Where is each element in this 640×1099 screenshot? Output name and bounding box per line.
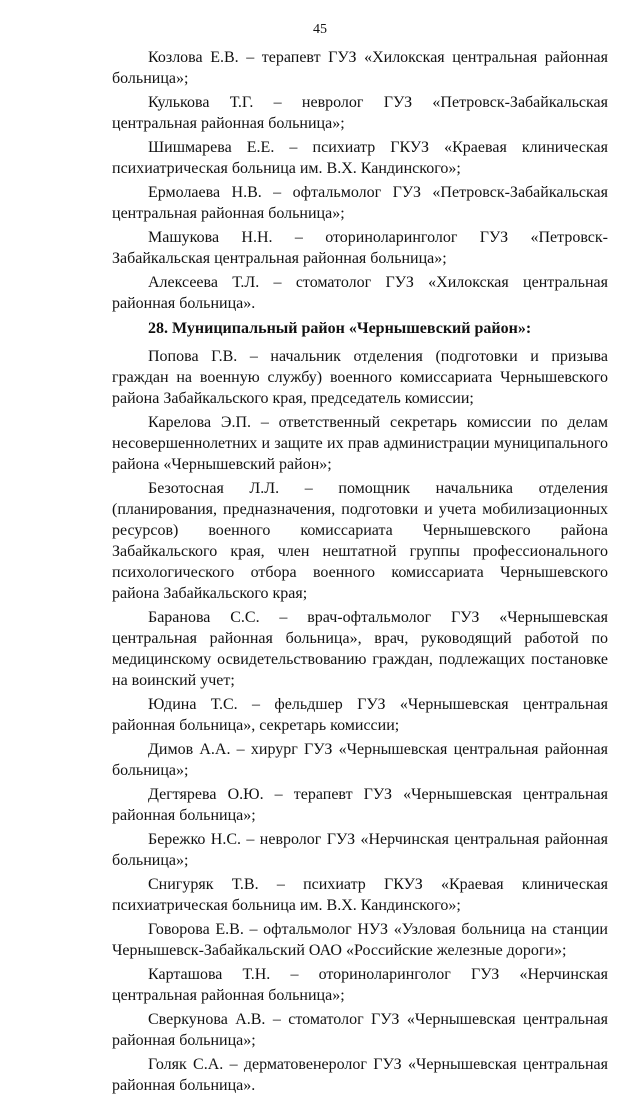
- list-item: Бережко Н.С. – невролог ГУЗ «Нерчинская центральная районная больница»;: [112, 831, 608, 869]
- list-item: Говорова Е.В. – офтальмолог НУЗ «Узловая больница на станции Чернышевск-Забайкальский ОАО «Российские железные дороги»;: [112, 921, 608, 959]
- page-body: [112, 47, 608, 1099]
- list-item: Баранова С.С. – врач-офтальмолог ГУЗ «Чернышевская центральная районная больница», врач, руководящий работой по медицинскому освидетельствованию граждан, подлежащих постановке на воинский учет;: [112, 609, 608, 689]
- list-item: Кулькова Т.Г. – невролог ГУЗ «Петровск-Забайкальская центральная районная больница»;: [112, 94, 608, 132]
- list-item: Козлова Е.В. – терапевт ГУЗ «Хилокская центральная районная больница»;: [112, 49, 608, 87]
- list-item: Голяк С.А. – дерматовенеролог ГУЗ «Чернышевская центральная районная больница».: [112, 1056, 608, 1094]
- list-item: Сверкунова А.В. – стоматолог ГУЗ «Чернышевская центральная районная больница»;: [112, 1011, 608, 1049]
- list-item: Дегтярева О.Ю. – терапевт ГУЗ «Чернышевская центральная районная больница»;: [112, 786, 608, 824]
- list-item: Попова Г.В. – начальник отделения (подготовки и призыва граждан на военную службу) военного комиссариата Чернышевского района Забайкальского края, председатель комиссии;: [112, 348, 608, 407]
- list-item: Юдина Т.С. – фельдшер ГУЗ «Чернышевская центральная районная больница», секретарь комиссии;: [112, 696, 608, 734]
- list-item: Машукова Н.Н. – оториноларинголог ГУЗ «Петровск-Забайкальская центральная районная больница»;: [112, 229, 608, 267]
- list-item: Алексеева Т.Л. – стоматолог ГУЗ «Хилокская центральная районная больница».: [112, 274, 608, 312]
- section-heading: 28. Муниципальный район «Чернышевский район»:: [148, 320, 532, 337]
- page-number: 45: [313, 22, 327, 37]
- list-item: Безотосная Л.Л. – помощник начальника отделения (планирования, предназначения, подготовки и учета мобилизационных ресурсов) военного комиссариата Чернышевского района Забайкальского края, член нештатной группы профессионального психологического отбора военного комиссариата Чернышевского района Забайкальского края;: [112, 480, 608, 602]
- list-item: Карташова Т.Н. – оториноларинголог ГУЗ «Нерчинская центральная районная больница»;: [112, 966, 608, 1004]
- list-item: Карелова Э.П. – ответственный секретарь комиссии по делам несовершеннолетних и защите их прав администрации муниципального района «Чернышевский район»;: [112, 414, 608, 473]
- list-item: Ермолаева Н.В. – офтальмолог ГУЗ «Петровск-Забайкальская центральная районная больница»;: [112, 184, 608, 222]
- list-item: Снигуряк Т.В. – психиатр ГКУЗ «Краевая клиническая психиатрическая больница им. В.Х. Кандинского»;: [112, 876, 608, 914]
- list-item: Димов А.А. – хирург ГУЗ «Чернышевская центральная районная больница»;: [112, 741, 608, 779]
- list-item: Шишмарева Е.Е. – психиатр ГКУЗ «Краевая клиническая психиатрическая больница им. В.Х. Кандинского»;: [112, 139, 608, 177]
